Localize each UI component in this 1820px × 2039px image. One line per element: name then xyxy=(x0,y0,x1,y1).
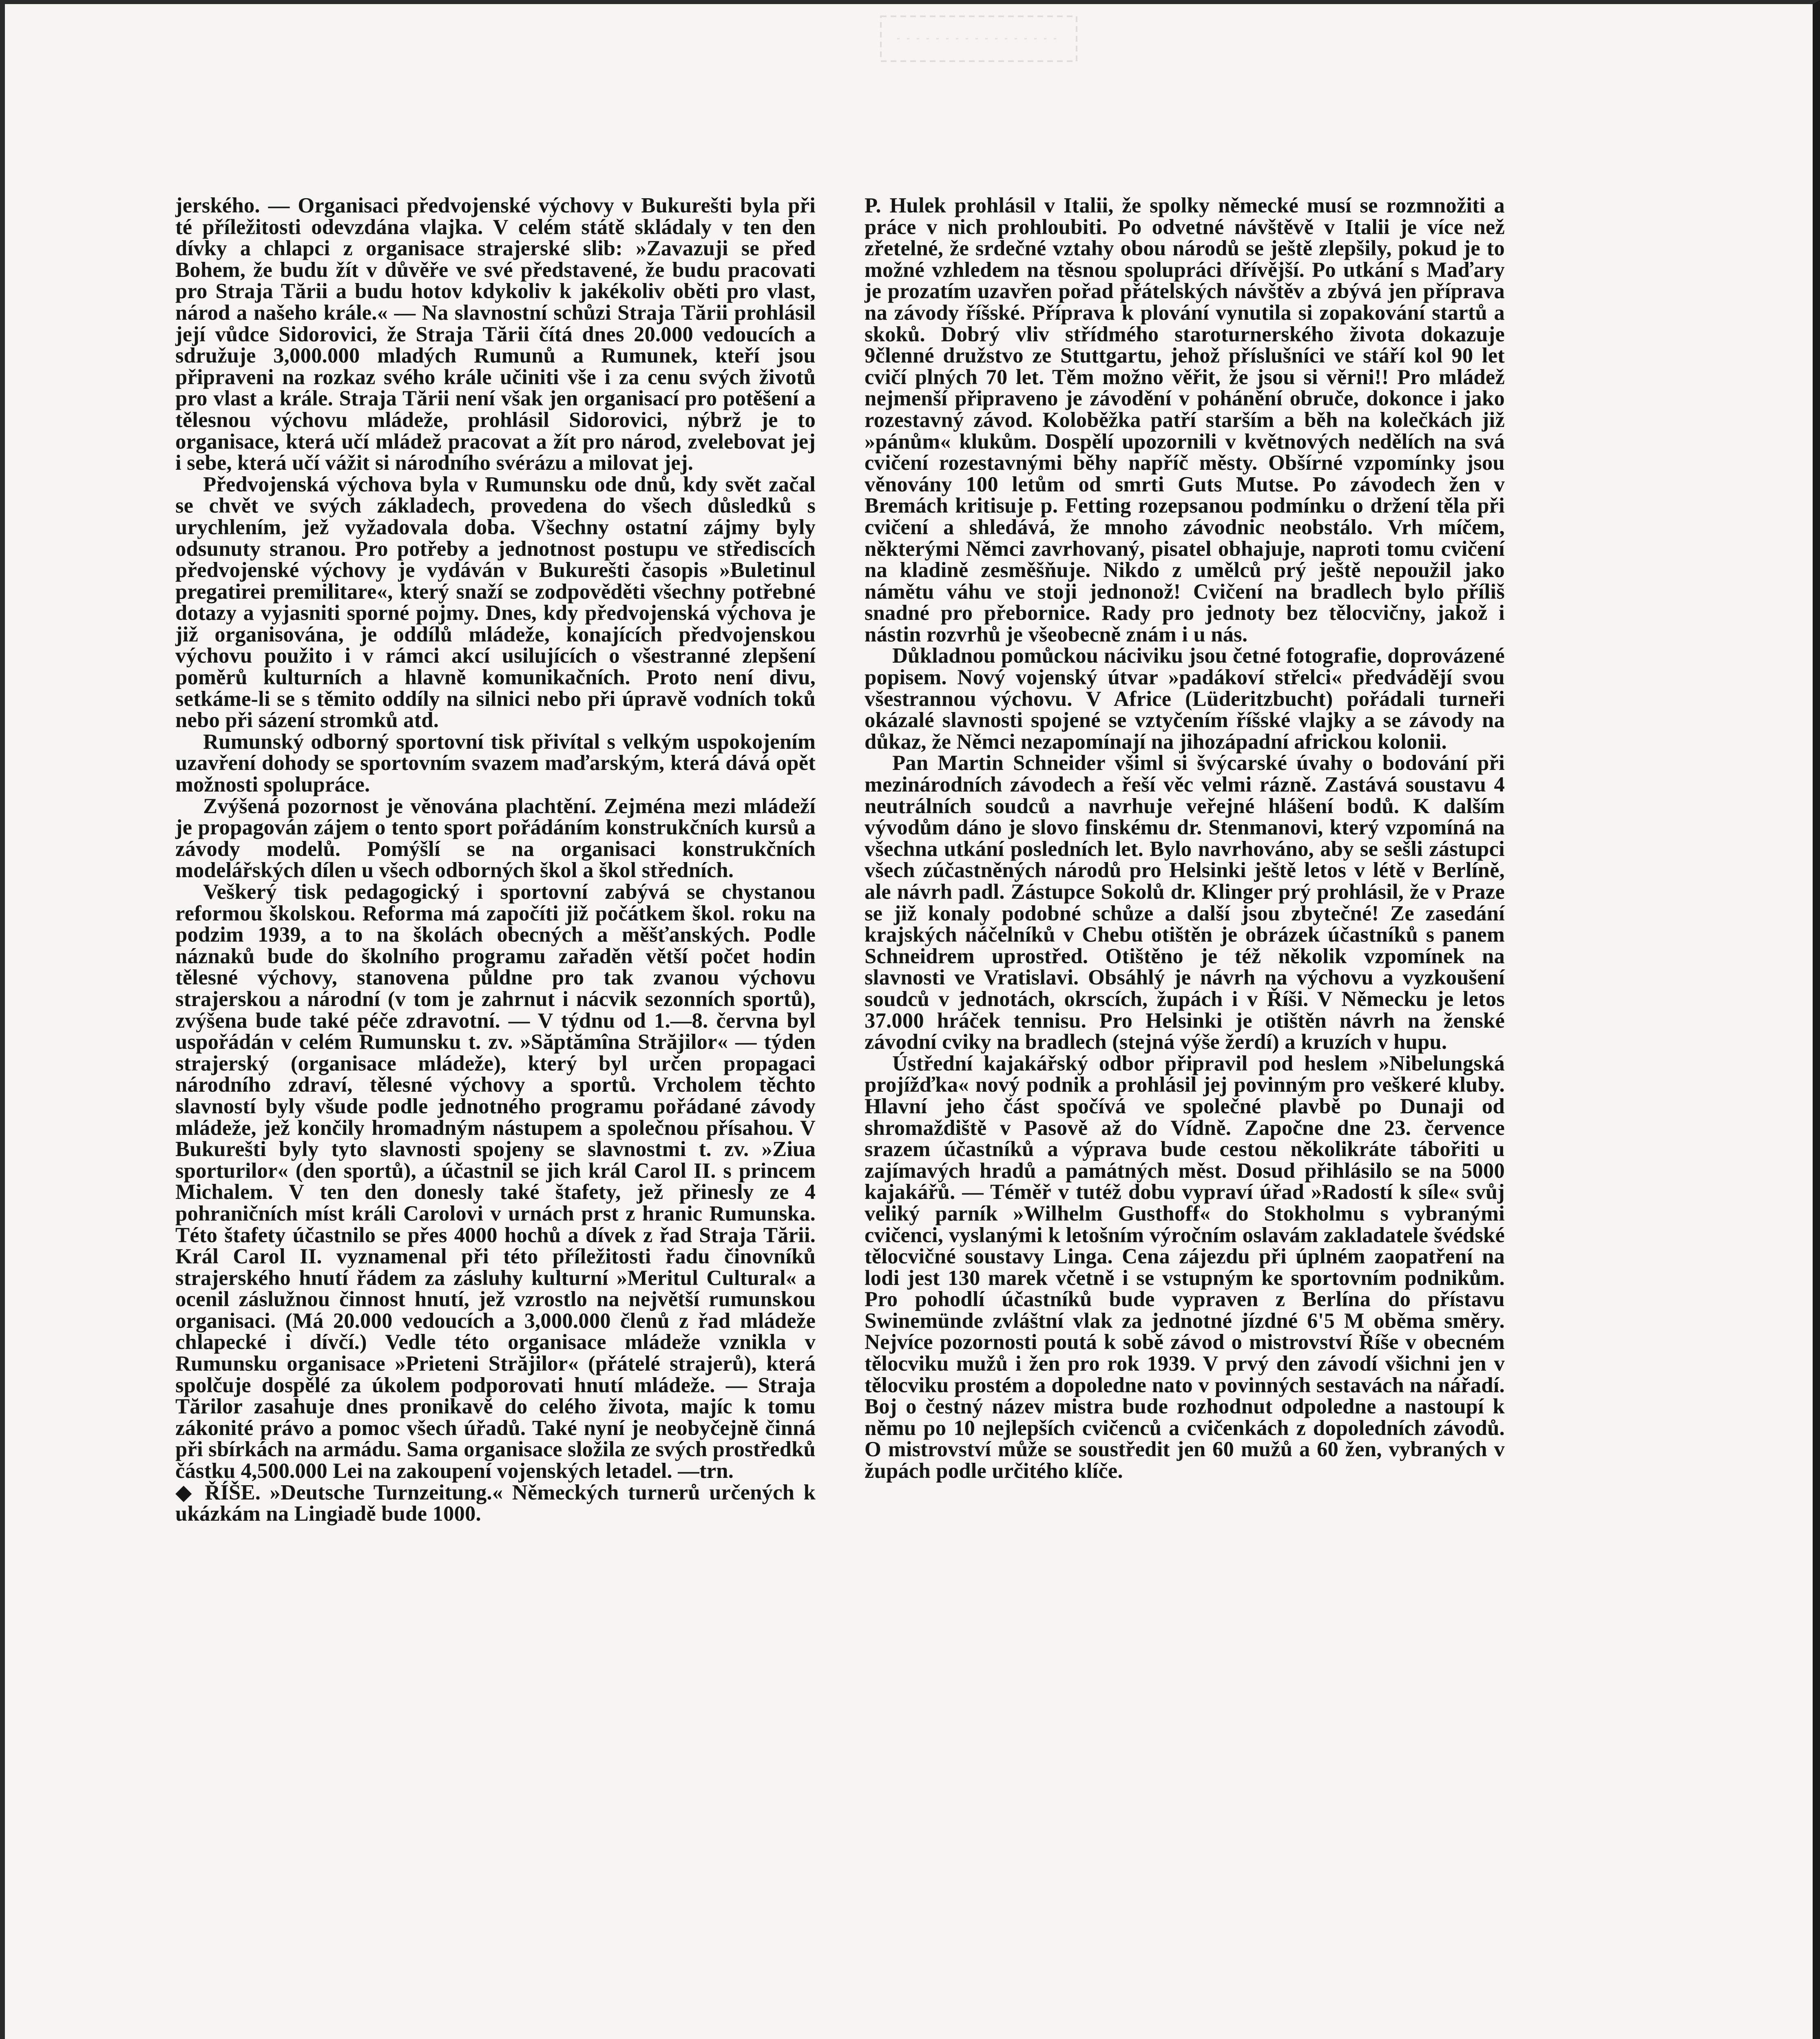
paragraph: jerského. — Organisaci předvojenské výchovy v Bukurešti byla při té příležitosti odevzdána vlajka. V celém státě skládaly v ten den dívky a chlapci z organisace strajerské slib: »Zavazuji se před Bohem, že budu žít v důvěře ve své představené, že budu pracovati pro Straja Tării a budu hotov kdykoliv k jakékoliv oběti pro vlast, národ a našeho krále.« — Na slavnostní schůzi Straja Tării prohlásil její vůdce Sidorovici, že Straja Tării čítá dnes 20.000 vedoucích a sdružuje 3,000.000 mladých Rumunů a Rumunek, kteří jsou připraveni na rozkaz svého krále učiniti vše i za cenu svých životů pro vlast a krále. Straja Tării není však jen organisací pro potěšení a tělesnou výchovu mládeže, prohlásil Sidorovici, nýbrž je to organisace, která učí mládež pracovat a žít pro národ, zvelebovat jej i sebe, která učí vážit si národního svérázu a milovat jej. xyxy=(175,194,816,475)
faded-stamp-mark xyxy=(873,8,1085,69)
paragraph: Předvojenská výchova byla v Rumunsku ode dnů, kdy svět začal se chvět ve svých základech, provedena do všech důsledků s urychlením, jež vyžadovala doba. Všechny ostatní zájmy byly odsunuty stranou. Pro potřeby a jednotnost postupu ve střediscích předvojenské výchovy je vydáván v Bukurešti časopis »Buletinul pregatirei premilitare«, který snaží se zodpověděti všechny potřebné dotazy a vyjasniti sporné pojmy. Dnes, kdy předvojenská výchova je již organisována, je oddílů mládeže, konajících předvojenskou výchovu použito i v rámci akcí usilujících o všestranné zlepšení poměrů kulturních a hlavně komunikačních. Proto není divu, setkáme-li se s těmito oddíly na silnici nebo při úpravě vodních toků nebo při sázení stromků atd. xyxy=(175,472,816,732)
right-text-column xyxy=(865,195,1505,1482)
paragraph: Pan Martin Schneider všiml si švýcarské úvahy o bodování při mezinárodních závodech a řeší věc velmi rázně. Zastává soustavu 4 neutrálních soudců a navrhuje veřejné hlášení bodů. K dalším vývodům dáno je slovo finskému dr. Stenmanovi, který vzpomíná na všechna utkání posledních let. Bylo navrhováno, aby se sešli zástupci všech zúčastněných národů pro Helsinki ještě letos v létě v Berlíně, ale návrh padl. Zástupce Sokolů dr. Klinger prý prohlásil, že v Praze se již konaly podobné schůze a další jsou zbytečné! Ze zasedání krajských náčelníků v Chebu otištěn je obrázek účastníků s panem Schneidrem uprostřed. Otištěno je též několik vzpomínek na slavnosti ve Vratislavi. Obsáhlý je návrh na výchovu a vyzkoušení soudců v jednotách, okrscích, župách i v Říši. V Německu je letos 37.000 hráček tennisu. Pro Helsinki je otištěn návrh na ženské závodní cviky na bradlech (stejná výše žerdí) a kruzích v hupu. xyxy=(865,751,1505,1054)
paragraph: Důkladnou pomůckou náciviku jsou četné fotografie, doprovázené popisem. Nový vojenský útvar »padákoví střelci« předvádějí svou všestrannou výchovu. V Africe (Lüderitzbucht) pořádali turneři okázalé slavnosti spojené se vztyčením říšské vlajky a se závody na důkaz, že Němci nezapomínají na jihozápadní africkou kolonii. xyxy=(865,644,1505,754)
paragraph: Rumunský odborný sportovní tisk přivítal s velkým uspokojením uzavření dohody se sportovním svazem maďarským, která dává opět možnosti spolupráce. xyxy=(175,730,816,797)
paragraph: Veškerý tisk pedagogický i sportovní zabývá se chystanou reformou školskou. Reforma má započíti již počátkem škol. roku na podzim 1939, a to na školách obecných a měšťanských. Podle náznaků bude do školního programu zařaděn větší počet hodin tělesné výchovy, stanovena půldne pro tak zvanou výchovu strajerskou a národní (v tom je zahrnut i nácvik sezonních sportů), zvýšena bude také péče zdravotní. — V týdnu od 1.—8. června byl uspořádán v celém Rumunsku t. zv. »Săptămîna Străjilor« — týden strajerský (organisace mládeže), který byl určen propagaci národního zdraví, tělesné výchovy a sportů. Vrcholem těchto slavností byly všude podle jednotného programu pořádané závody mládeže, jež končily hromadným nástupem a společnou přísahou. V Bukurešti byly tyto slavnosti spojeny se slavnostmi t. zv. »Ziua sporturilor« (den sportů), a účastnil se jich král Carol II. s princem Michalem. V ten den donesly také štafety, jež přinesly ze 4 pohraničních míst králi Carolovi v urnách prst z hranic Rumunska. Této štafety účastnilo se přes 4000 hochů a dívek z řad Straja Tării. Král Carol II. vyznamenal při této příležitosti řadu činovníků strajerského hnutí řádem za zásluhy kulturní »Meritul Cultural« a ocenil záslužnou činnost hnutí, jež vzrostlo na největší rumunskou organisaci. (Má 20.000 vedoucích a 3,000.000 členů z řad mládeže chlapecké i dívčí.) Vedle této organisace mládeže vznikla v Rumunsku organisace »Prieteni Străjilor« (přátelé strajerů), která spolčuje dospělé za úkolem podporovati hnutí mládeže. — Straja Tărilor zasahuje dnes pronikavě do celého života, majíc k tomu zákonité právo a pomoc všech úřadů. Také nyní je neobyčejně činná při sbírkách na armádu. Sama organisace složila ze svých prostředků částku 4,500.000 Lei na zakoupení vojenských letadel. —trn. xyxy=(175,880,816,1483)
paragraph: Zvýšená pozornost je věnována plachtění. Zejména mezi mládeží je propagován zájem o tento sport pořádáním konstrukčních kursů a závody modelů. Pomýšlí se na organisaci konstrukčních modelářských dílen u všech odborných škol a škol středních. xyxy=(175,794,816,882)
paragraph: P. Hulek prohlásil v Italii, že spolky německé musí se rozmnožiti a práce v nich prohloubiti. Po odvetné návštěvě v Italii je více než zřetelné, že srdečné vztahy obou národů se ještě zlepšily, pokud je to možné vzhledem na těsnou spolupráci dřívější. Po utkání s Maďary je prozatím uzavřen pořad přátelských návštěv a zbývá jen příprava na závody říšské. Příprava k plování vynutila si zopakování startů a skoků. Dobrý vliv střídmého staroturnerského života dokazuje 9členné družstvo ze Stuttgartu, jehož příslušníci ve stáří kol 90 let cvičí plných 70 let. Těm možno věřit, že jsou si věrni!! Pro mládež nejmenší připraveno je závodění v pohánění obruče, dokonce i jako rozestavný závod. Koloběžka patří starším a běh na kolečkách již »pánům« klukům. Dospělí upozornili v květnových nedělích na svá cvičení rozestavnými běhy napříč městy. Obšírné vzpomínky jsou věnovány 100 letům od smrti Guts Mutse. Po závodech žen v Bremách kritisuje p. Fetting rozepsanou podmínku o držení těla při cvičení a shledává, že mnoho závodnic neobstálo. Vrh míčem, některými Němci zavrhovaný, pisatel obhajuje, naproti tomu cvičení na kladině zesměšňuje. Nikdo z umělců prý ještě nepoužil jako námětu váhu ve stoji jednonož! Cvičení na bradlech bylo příliš snadné pro přebornice. Rady pro jednoty bez tělocvičny, jakož i nástin rozvrhů je všeobecně znám i u nás. xyxy=(865,194,1505,646)
section-heading-paragraph: ◆ ŘÍŠE. »Deutsche Turnzeitung.« Německých turnerů určených k ukázkám na Lingiadě bude 1000. xyxy=(175,1480,816,1526)
paragraph: Ústřední kajakářský odbor připravil pod heslem »Nibelungská projížďka« nový podnik a prohlásil jej povinným pro veškeré kluby. Hlavní jeho část spočívá ve společné plavbě po Dunaji od shromaždiště v Pasově až do Vídně. Započne dne 23. července srazem účastníků a výprava bude cestou několikráte tábořiti u zajímavých hradů a památných měst. Dosud přihlásilo se na 5000 kajakářů. — Téměř v tutéž dobu vypraví úřad »Radostí k síle« svůj veliký parník »Wilhelm Gusthoff« do Stokholmu s vybranými cvičenci, vyslanými k letošním výročním oslavám zakladatele švédské tělocvičné soustavy Linga. Cena zájezdu při úplném zaopatření na lodi jest 130 marek včetně i se vstupným ke sportovním podnikům. Pro pohodlí účastníků bude vypraven z Berlína do přístavu Swinemünde zvláštní vlak za jednotné jízdné 6'5 M oběma směry. Nejvíce pozornosti poutá k sobě závod o mistrovství Říše v obecném tělocviku mužů i žen pro rok 1939. V prvý den závodí všichni jen v tělocviku prostém a dopoledne nato v povinných sestavách na nářadí. Boj o čestný název mistra bude rozhodnut odpoledne a nastoupí k němu po 10 nejlepších cvičenců a cvičenkách z dopoledních závodů. O mistrovství může se soustředit jen 60 mužů a 60 žen, vybraných v župách podle určitého klíče. xyxy=(865,1051,1505,1483)
left-text-column xyxy=(175,195,816,1525)
